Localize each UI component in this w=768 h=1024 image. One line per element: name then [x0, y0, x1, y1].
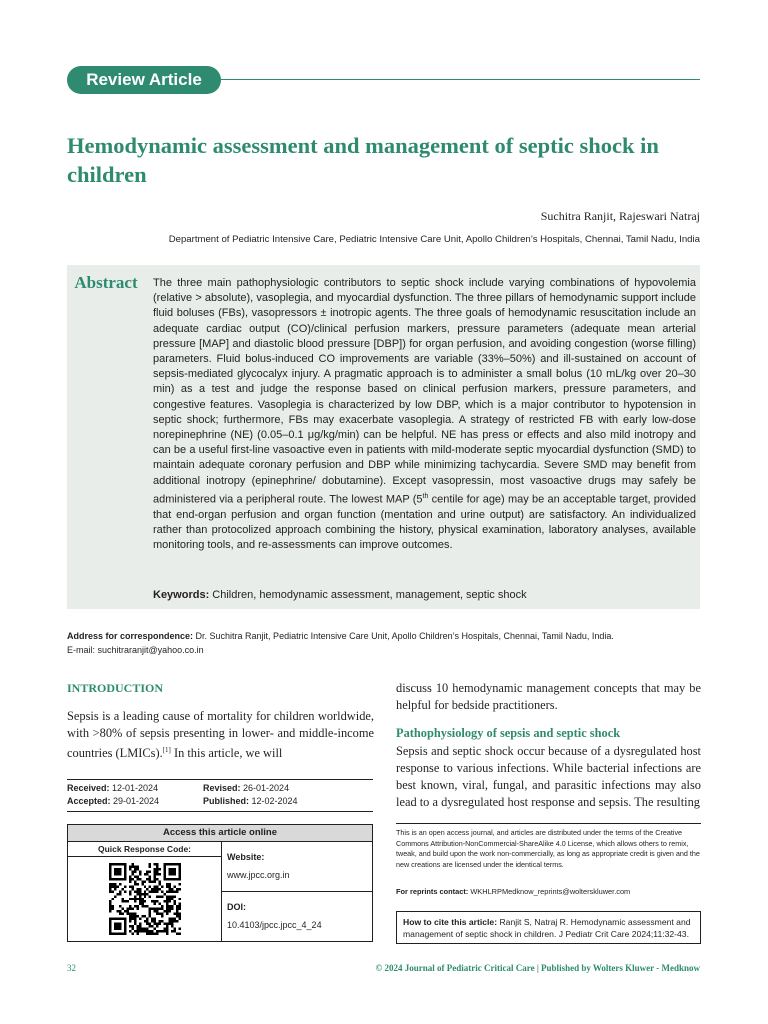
info-divider [222, 891, 372, 892]
dates-top-rule [67, 779, 373, 780]
revised-date [203, 783, 289, 793]
correspondence-email: E-mail: suchitraranjit@yahoo.co.in [67, 645, 204, 655]
abstract-text-part-2: centile for age) may be an acceptable target, provided that end-organ perfusion and organ function (mentation and urine output) are satisfactory. An individualized rather than protocolized approach combining the history, physical examination, laboratory analyses, available monitoring tools, and re-assessments can improve outcomes. [153, 493, 696, 552]
reference-1[interactable]: [1] [162, 746, 171, 754]
received-label: Received: [67, 783, 110, 793]
website-link[interactable]: www.jpcc.org.in [227, 870, 290, 880]
accepted-value: 29-01-2024 [110, 796, 160, 806]
access-online-box [67, 824, 373, 942]
article-title: Hemodynamic assessment and management of septic shock in children [67, 133, 659, 187]
affiliation: Department of Pediatric Intensive Care, Pediatric Intensive Care Unit, Apollo Children’s Hospitals, Chennai, Tamil Nadu, India [168, 234, 700, 245]
header-rule [221, 79, 700, 80]
dates-bottom-rule [67, 811, 373, 812]
correspondence-label: Address for correspondence: [67, 631, 194, 641]
doi-link[interactable]: 10.4103/jpcc.jpcc_4_24 [227, 920, 322, 930]
received-date [67, 783, 158, 793]
journal-footer: © 2024 Journal of Pediatric Critical Care | Published by Wolters Kluwer - Medknow [375, 963, 700, 973]
abstract-text-part-1: The three main pathophysiologic contributors to septic shock include varying combinations of hypovolemia (relative > absolute), vasoplegia, and myocardial dysfunction. The three pillars of hemodynamic support include fluid boluses (FBs), vasopressors ± inotropic agents. The three goals of hemodynamic resuscitation include an adequate cardiac output (CO)/clinical perfusion markers, pressure parameters (adequate mean arterial pressure [MAP] and diastolic blood pressure [DBP]) for organ perfusion, and avoiding congestion (worse filling) parameters. Fluid bolus-induced CO improvements are variable (33%–50%) and ill-sustained on account of sepsis-mediated glycocalyx injury. A pragmatic approach is to administer a small bolus (10 mL/kg over 20–30 min) as a test and judge the response based on clinical perfusion markers, pressure parameters, and congestive features. Vasoplegia is characterized by low DBP, which is a major contributor to hypotension in septic shock; furthermore, FBs may exacerbate vasoplegia. A strategy of restricted FB with early low-dose norepinephrine (NE) (0.05–0.1 μg/kg/min) can be helpful. NE has press or effects and also mild inotropy and can be a useful first-line vasoactive even in patients with mild-moderate septic myocardial dysfunction (SMD) to maintain adequate coronary perfusion and DBP while minimizing tachycardia. Severe SMD may benefit from additional inotropy (epinephrine/ dobutamine). Except vasopressin, most vasoactive drugs may safely be administered via a peripheral route. The lowest MAP (5 [153, 277, 696, 506]
authors: Suchitra Ranjit, Rajeswari Natraj [540, 209, 700, 223]
abstract-text [153, 276, 696, 553]
introduction-heading: INTRODUCTION [67, 681, 164, 695]
keywords-list: Children, hemodynamic assessment, management, septic shock [209, 589, 527, 601]
right-paragraph-1: discuss 10 hemodynamic management concepts that may be helpful for bedside practitioners. [396, 681, 701, 712]
abstract-superscript: th [422, 492, 429, 500]
received-value: 12-01-2024 [109, 783, 159, 793]
intro-text-2: In this article, we will [170, 746, 283, 761]
reprints-label: For reprints contact: [396, 887, 469, 896]
how-to-cite-box [396, 911, 701, 944]
published-value: 12-02-2024 [249, 796, 298, 806]
correspondence-text: Dr. Suchitra Ranjit, Pediatric Intensive Care Unit, Apollo Children’s Hospitals, Chennai, Tamil Nadu, India. [193, 631, 614, 641]
introduction-paragraph [67, 708, 374, 762]
section-badge: Review Article [67, 66, 221, 94]
accepted-label: Accepted: [67, 796, 111, 806]
pathophysiology-heading: Pathophysiology of sepsis and septic shock [396, 726, 621, 740]
qr-cell [68, 842, 222, 942]
license-rule [396, 823, 701, 824]
qr-label: Quick Response Code: [68, 842, 221, 857]
page-number: 32 [67, 963, 76, 973]
cite-text: Ranjit S, Natraj R. Hemodynamic assessment and management of septic shock in children. J Pediatr Crit Care 2024;11:32-43. [403, 917, 691, 939]
access-title: Access this article online [68, 825, 372, 842]
correspondence-address [67, 631, 700, 641]
published-date [203, 796, 298, 806]
qr-code-image[interactable] [109, 863, 181, 935]
revised-value: 26-01-2024 [240, 783, 290, 793]
keywords-label: Keywords: [153, 589, 210, 601]
reprints-email[interactable]: WKHLRPMedknow_reprints@wolterskluwer.com [468, 887, 631, 896]
reprints-contact [396, 887, 630, 896]
published-label: Published: [203, 796, 250, 806]
pathophysiology-paragraph: Sepsis and septic shock occur because of a dysregulated host response to various infections. While bacterial infections are best known, viral, fungal, and parasitic infections may also lead to a dysregulated host response and sepsis. The resulting [396, 744, 701, 809]
abstract-label: Abstract [74, 273, 138, 292]
access-info-cell [222, 842, 372, 942]
website-label: Website: [227, 852, 265, 862]
keywords [153, 589, 693, 601]
cite-label: How to cite this article: [403, 917, 498, 927]
accepted-date [67, 796, 159, 806]
license-text: This is an open access journal, and articles are distributed under the terms of the Creative Commons Attribution-NonCommercial-ShareAlike 4.0 License, which allows others to remix, tweak, and build upon the work non-commercially, as long as appropriate credit is given and the new creations are licensed under the identical terms. [396, 828, 700, 869]
intro-text-1: Sepsis is a leading cause of mortality for children worldwide, with >80% of sepsis presenting in lower- and middle-income countries (LMICs). [67, 709, 374, 761]
revised-label: Revised: [203, 783, 241, 793]
doi-label: DOI: [227, 902, 246, 912]
